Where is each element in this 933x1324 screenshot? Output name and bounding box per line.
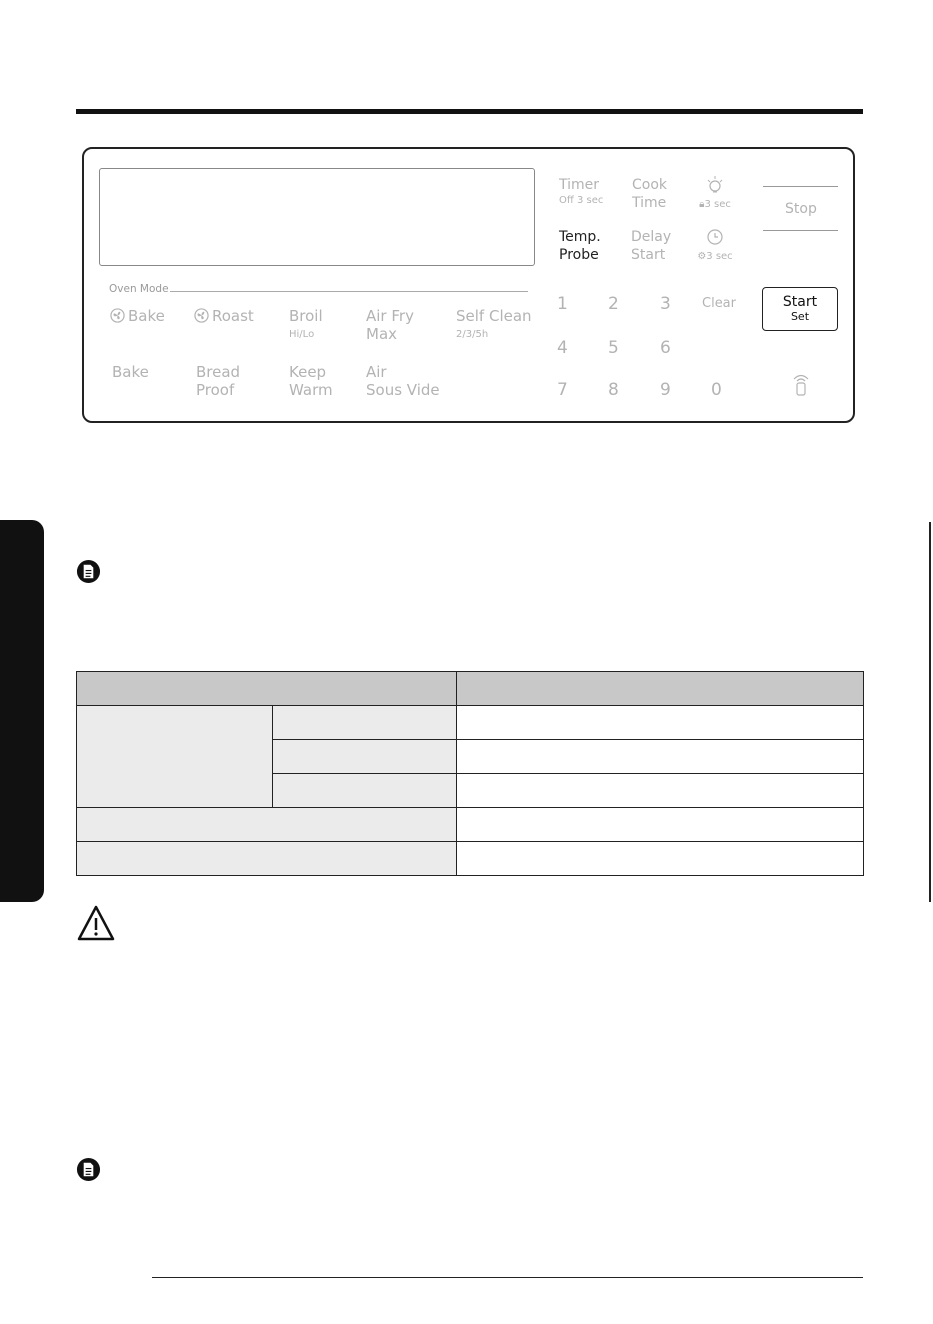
clock-sub	[694, 251, 736, 263]
cook-time-key[interactable]	[632, 176, 667, 212]
clear-key[interactable]: Clear	[702, 296, 736, 311]
start-label: Start	[782, 294, 818, 310]
number-key-0[interactable]: 0	[711, 380, 722, 400]
number-key-1[interactable]: 1	[557, 294, 568, 314]
bread-proof-label-2: Proof	[196, 381, 235, 399]
roast-label: Roast	[212, 307, 254, 325]
table-header-cell	[77, 672, 457, 706]
convection-bake-label: Bake	[128, 307, 165, 325]
delay-start-label-2: Start	[631, 247, 666, 263]
table-cell	[77, 706, 273, 808]
air-sous-vide-label-1: Air	[366, 363, 387, 381]
delay-start-key[interactable]	[631, 228, 671, 264]
broil-label: Broil	[289, 307, 323, 325]
note-icon	[76, 1157, 101, 1186]
convection-bake-key[interactable]	[110, 307, 165, 325]
footer-rule	[152, 1277, 863, 1278]
keep-warm-label-2: Warm	[289, 381, 333, 399]
table-header-cell	[457, 672, 864, 706]
cook-time-label-1: Cook	[632, 177, 668, 193]
air-fry-label-1: Air Fry	[366, 307, 414, 325]
clock-sub-label: 3 sec	[706, 251, 733, 262]
temp-probe-key[interactable]	[559, 228, 601, 264]
table-row	[77, 842, 864, 876]
timer-sub-label: Off 3 sec	[559, 195, 604, 206]
clock-key[interactable]	[694, 227, 736, 263]
lock-icon: 🔒︎	[699, 199, 705, 210]
number-key-9[interactable]: 9	[660, 380, 671, 400]
light-key[interactable]	[694, 175, 736, 211]
oven-mode-label: Oven Mode	[109, 283, 169, 295]
broil-key[interactable]	[289, 307, 323, 341]
stop-key[interactable]: Stop	[785, 201, 817, 217]
keep-warm-label-1: Keep	[289, 363, 327, 381]
number-key-4[interactable]: 4	[557, 338, 568, 358]
table-cell	[457, 740, 864, 774]
broil-sub-label: Hi/Lo	[289, 329, 315, 340]
panel-display	[99, 168, 535, 266]
table-cell	[77, 842, 457, 876]
table-cell	[457, 842, 864, 876]
note-icon	[76, 559, 101, 588]
air-sous-vide-label-2: Sous Vide	[366, 381, 440, 399]
table-cell	[457, 774, 864, 808]
table-cell	[273, 706, 457, 740]
table-cell	[273, 774, 457, 808]
self-clean-key[interactable]	[456, 307, 532, 341]
number-key-3[interactable]: 3	[660, 294, 671, 314]
number-key-7[interactable]: 7	[557, 380, 568, 400]
gear-icon: ⚙	[697, 251, 707, 262]
delay-start-label-1: Delay	[631, 229, 672, 245]
temp-probe-label-1: Temp.	[559, 229, 601, 245]
keep-warm-key[interactable]	[289, 363, 333, 399]
header-rule	[76, 109, 863, 114]
self-clean-label: Self Clean	[456, 307, 532, 325]
number-key-6[interactable]: 6	[660, 338, 671, 358]
start-set-button[interactable]	[762, 287, 838, 331]
cook-time-label-2: Time	[632, 195, 667, 211]
stop-top-line	[763, 186, 838, 187]
bread-proof-key[interactable]	[196, 363, 240, 399]
spec-table	[76, 671, 864, 876]
table-cell	[273, 740, 457, 774]
bread-proof-label-1: Bread	[196, 363, 241, 381]
temp-probe-label-2: Probe	[559, 247, 599, 263]
oven-mode-divider	[170, 291, 528, 292]
number-key-8[interactable]: 8	[608, 380, 619, 400]
self-clean-sub-label: 2/3/5h	[456, 329, 489, 340]
table-row	[77, 808, 864, 842]
timer-label: Timer	[559, 177, 600, 193]
clock-icon	[705, 227, 725, 247]
set-label: Set	[790, 310, 810, 323]
light-sub	[694, 199, 736, 211]
stop-bottom-line	[763, 230, 838, 231]
light-sub-label: 3 sec	[704, 199, 731, 210]
air-sous-vide-key[interactable]	[366, 363, 440, 399]
table-header-row	[77, 672, 864, 706]
roast-key[interactable]	[194, 307, 254, 325]
smart-control-icon[interactable]	[791, 373, 811, 401]
lightbulb-icon	[705, 175, 725, 195]
air-fry-label-2: Max	[366, 325, 398, 343]
table-cell	[457, 808, 864, 842]
warning-icon	[76, 904, 116, 946]
section-side-tab	[0, 520, 44, 902]
bake-key[interactable]: Bake	[112, 363, 149, 381]
table-cell	[77, 808, 457, 842]
fan-icon	[194, 308, 209, 323]
number-key-5[interactable]: 5	[608, 338, 619, 358]
air-fry-key[interactable]	[366, 307, 414, 343]
fan-icon	[110, 308, 125, 323]
table-cell	[457, 706, 864, 740]
table-row	[77, 706, 864, 740]
number-key-2[interactable]: 2	[608, 294, 619, 314]
right-margin-rule	[929, 522, 931, 902]
timer-key[interactable]	[559, 176, 603, 207]
